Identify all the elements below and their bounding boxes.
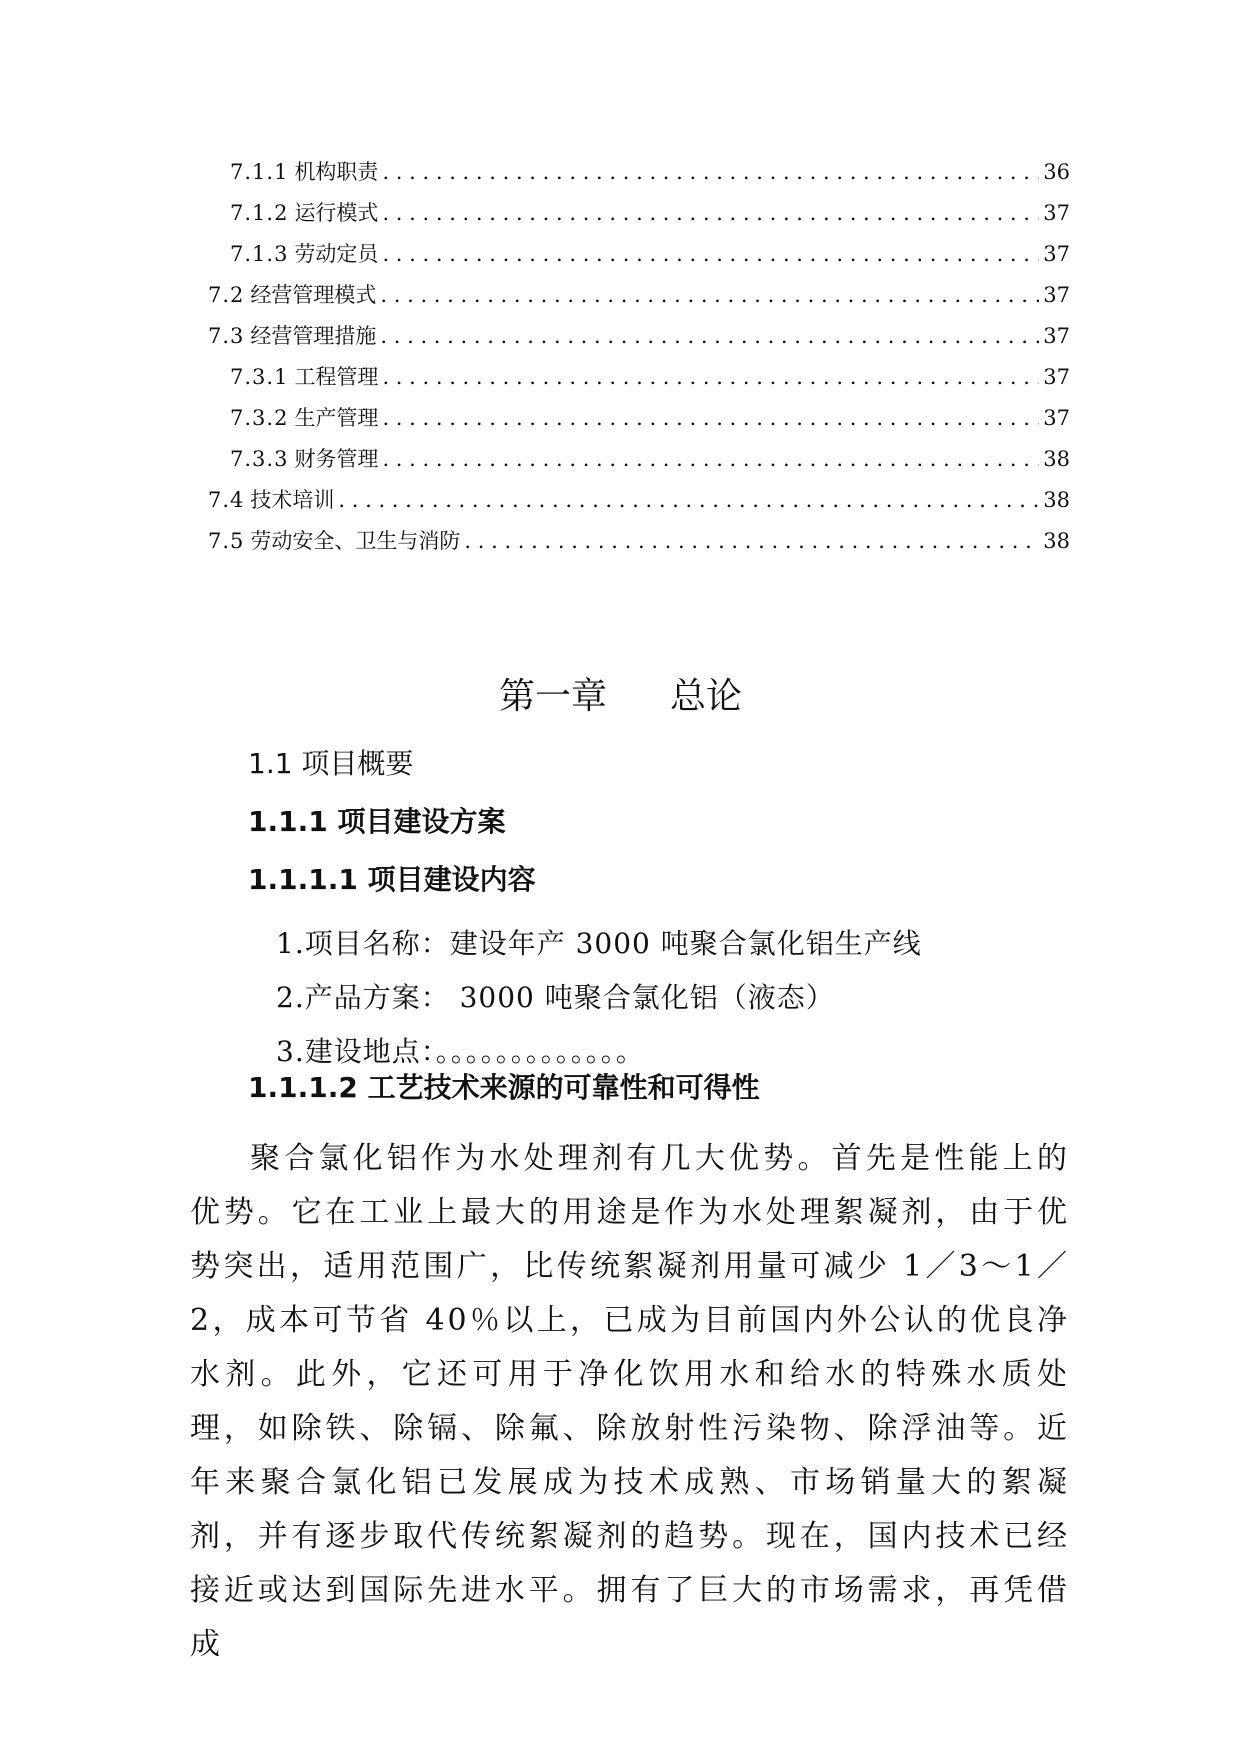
subsubsection-heading: 1.1.1.1 项目建设内容 (248, 863, 536, 896)
toc-entry[interactable] (230, 198, 1070, 228)
toc-title: 工程管理 (294, 365, 379, 389)
toc-title: 财务管理 (294, 447, 379, 471)
chapter-title: 总论 (669, 676, 742, 717)
toc-number: 7.1.1 (230, 160, 289, 184)
toc-entry[interactable] (230, 403, 1070, 433)
product-plan-item: 2.产品方案： 3000 吨聚合氯化铝（液态） (276, 981, 835, 1014)
toc-page: 37 (1043, 242, 1070, 266)
subsubsection-heading: 1.1.1.2 工艺技术来源的可靠性和可得性 (248, 1071, 760, 1104)
toc-number: 7.5 (208, 529, 245, 553)
toc-number: 7.3.1 (230, 365, 289, 389)
toc-number: 7.3.3 (230, 447, 289, 471)
toc-page: 37 (1043, 324, 1070, 348)
toc-title: 运行模式 (294, 201, 379, 225)
toc-number: 7.4 (208, 488, 245, 512)
project-name-item: 1.项目名称：建设年产 3000 吨聚合氯化铝生产线 (276, 927, 922, 960)
toc-entry[interactable] (208, 280, 1070, 310)
toc-page: 37 (1043, 283, 1070, 307)
toc-entry[interactable] (230, 157, 1070, 187)
toc-leader (382, 198, 1039, 228)
subsection-heading: 1.1.1 项目建设方案 (248, 805, 506, 838)
toc-number: 7.3 (208, 324, 245, 348)
toc-title: 劳动安全、卫生与消防 (250, 529, 461, 553)
chapter-label: 第一章 (499, 676, 608, 717)
toc-entry[interactable] (230, 444, 1070, 474)
toc-leader (382, 157, 1039, 187)
toc-page: 38 (1043, 447, 1070, 471)
toc-entry[interactable] (230, 362, 1070, 392)
toc-title: 经营管理模式 (250, 283, 377, 307)
toc-number: 7.1.2 (230, 201, 289, 225)
toc-page: 37 (1043, 406, 1070, 430)
body-paragraph: 聚合氯化铝作为水处理剂有几大优势。首先是性能上的优势。它在工业上最大的用途是作为水处理絮凝剂，由于优势突出，适用范围广，比传统絮凝剂用量可减少 1／3～1／2，成本可节省 40％以上，已成为目前国内外公认的优良净水剂。此外，它还可用于净化饮用水和给水的特殊水质处理，如除铁、除镉、除氟、除放射性污染物、除浮油等。近年来聚合氯化铝已发展成为技术成熟、市场销量大的絮凝剂，并有逐步取代传统絮凝剂的趋势。现在，国内技术已经接近或达到国际先进水平。拥有了巨大的市场需求，再凭借成 (190, 1141, 1070, 1662)
toc-leader (338, 485, 1039, 515)
chapter-heading (0, 668, 1241, 719)
toc-page: 37 (1043, 201, 1070, 225)
toc-leader (382, 239, 1039, 269)
toc-leader (382, 403, 1039, 433)
toc-title: 机构职责 (294, 160, 379, 184)
toc-number: 7.1.3 (230, 242, 289, 266)
section-heading: 1.1 项目概要 (248, 747, 414, 780)
toc-leader (382, 444, 1039, 474)
toc-page: 38 (1043, 488, 1070, 512)
toc-leader (382, 362, 1039, 392)
toc-leader (380, 280, 1039, 310)
toc-page: 37 (1043, 365, 1070, 389)
toc-page: 36 (1043, 160, 1070, 184)
toc-entry[interactable] (208, 526, 1070, 556)
toc-leader (380, 321, 1039, 351)
toc-entry[interactable] (230, 239, 1070, 269)
toc-title: 劳动定员 (294, 242, 379, 266)
site-location-item: 3.建设地点：。。。。。。。。。。。。。 (276, 1035, 645, 1068)
toc-page: 38 (1043, 529, 1070, 553)
toc-number: 7.2 (208, 283, 245, 307)
toc-entry[interactable] (208, 485, 1070, 515)
toc-title: 经营管理措施 (250, 324, 377, 348)
toc-title: 生产管理 (294, 406, 379, 430)
toc-number: 7.3.2 (230, 406, 289, 430)
toc-title: 技术培训 (250, 488, 335, 512)
toc-entry[interactable] (208, 321, 1070, 351)
toc-leader (464, 526, 1039, 556)
